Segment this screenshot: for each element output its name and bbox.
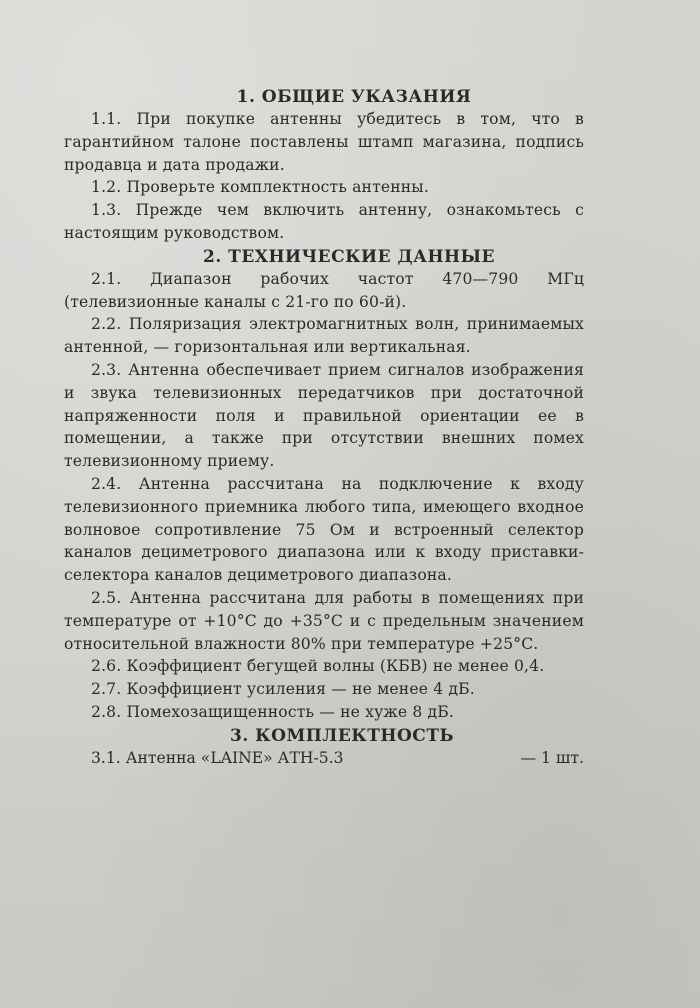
paragraph-2-4: 2.4. Антенна рассчитана на подключение к входу телевизионного приемника любого типа, имеющего входное волновое сопротивление 75 Ом и встроенный селектор каналов дециметрового диапазона или к входу приставки-селектора каналов дециметрового диапазона. <box>64 474 584 585</box>
completeness-quantity: — 1 шт. <box>520 748 584 767</box>
paragraph-2-7: 2.7. Коэффициент усиления — не менее 4 дБ. <box>91 680 475 699</box>
section-heading-completeness: 3. КОМПЛЕКТНОСТЬ <box>230 725 454 746</box>
paragraph-2-8: 2.8. Помехозащищенность — не хуже 8 дБ. <box>91 702 455 721</box>
paragraph-2-3: 2.3. Антенна обеспечивает прием сигналов изображения и звука телевизионных передатчиков при достаточной напряженности поля и правильной ориентации ее в помещении, а также при отсутствии внешних помех телевизионному приему. <box>64 360 584 471</box>
completeness-item: 3.1. Антенна «LAINE» АТН-5.3 <box>91 748 344 767</box>
document-body <box>64 86 584 770</box>
paragraph-1-1: 1.1. При покупке антенны убедитесь в том, что в гарантийном талоне поставлены штамп магазина, подпись продавца и дата продажи. <box>64 110 584 174</box>
paragraph-1-3: 1.3. Прежде чем включить антенну, ознакомьтесь с настоящим руководством. <box>64 201 584 242</box>
paragraph-2-2: 2.2. Поляризация электромагнитных волн, принимаемых антенной, — горизонтальная или вертикальная. <box>64 315 584 357</box>
section-heading-technical: 2. ТЕХНИЧЕСКИЕ ДАННЫЕ <box>203 246 495 267</box>
paragraph-2-5: 2.5. Антенна рассчитана для работы в помещениях при температуре от +10°С до +35°С и с предельным значением относительной влажности 80% при температуре +25°С. <box>64 588 584 653</box>
paragraph-2-6: 2.6. Коэффициент бегущей волны (КБВ) не менее 0,4. <box>91 657 545 676</box>
section-heading-general: 1. ОБЩИЕ УКАЗАНИЯ <box>236 87 472 107</box>
paragraph-2-1: 2.1. Диапазон рабочих частот 470—790 МГц (телевизионные каналы с 21-го по 60-й). <box>64 269 584 311</box>
paragraph-1-2: 1.2. Проверьте комплектность антенны. <box>91 178 429 197</box>
completeness-row <box>64 747 584 770</box>
